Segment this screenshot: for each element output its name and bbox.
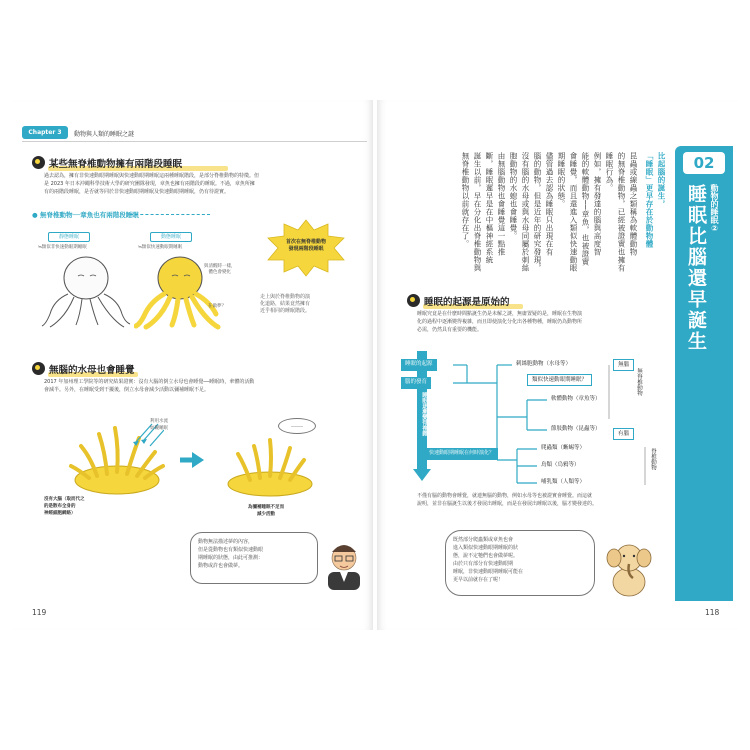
burst-line: 首次在無脊椎動物: [285, 239, 326, 245]
subhead-text: 無脊椎動物──章魚也有兩階段睡眠: [39, 211, 139, 219]
vertical-text-line: 的無脊椎動物，已經被證實也擁有: [617, 152, 626, 272]
sleep-bulb-icon: [407, 294, 420, 307]
vertical-text-line: 胞動物的水螅也會睡覺。: [509, 152, 518, 240]
arrow-right-icon: [178, 450, 206, 470]
speech-line: 態，說不定牠們也會做夢呢。: [453, 553, 519, 559]
sleep-bulb-icon: [32, 362, 45, 375]
body-line: 睡眠究竟是在什麼時間點誕生仍是未解之謎，無庸置疑的是，睡眠在生物演: [417, 311, 583, 317]
tree-node-reptile: 爬蟲類（蜥蜴等）: [541, 445, 586, 451]
vertical-text-line: 例如，擁有發達的腦與高度智: [593, 152, 602, 256]
note-line: 化道路，結果竟然擁有: [260, 301, 311, 307]
section1-body: [44, 172, 362, 196]
burst-line: 發現兩階段睡眠: [288, 246, 324, 252]
vertical-text-line: 儘管過去認為睡眠只出現在有: [545, 152, 554, 256]
banner-title: 睡眠比腦還早誕生: [685, 184, 707, 352]
callout-line: 體色會變化: [208, 270, 231, 275]
chapter-tab: Chapter 3: [22, 126, 68, 139]
label-line: 妨礙睡眠: [150, 426, 168, 431]
vertical-text-line: 無脊椎動物以前就存在了。: [461, 152, 470, 248]
tree-label-invertebrate: 無脊椎動物: [636, 368, 642, 396]
page-number-right: 118: [705, 608, 720, 617]
after-tree-body: [417, 492, 671, 508]
label-line: 神經細胞網絡）: [44, 511, 76, 516]
tree-node-rem-question: 類似快速動眼期睡眠？: [527, 374, 592, 386]
vertical-text-line: 腦的動物，但是近年的研究發現，: [533, 152, 542, 272]
body-line: 會減半。另外，在睡眠受到干擾後，倒立水母會減少活動以彌補睡眠不足。: [44, 387, 210, 393]
sleep-bulb-icon: [32, 156, 45, 169]
evolution-note: [260, 294, 310, 315]
tree-tag-no-brain: 無腦: [613, 359, 634, 371]
vertical-text-line: 睡眠行為。: [605, 152, 614, 192]
speech-line: 睡眠，非快速動眼期睡眠可能在: [453, 569, 524, 575]
quiet-sleep-sub: ≒類似非快速動眼期睡眠: [38, 245, 87, 250]
tree-node-bird: 鳥類（烏鴉等）: [541, 462, 580, 468]
active-sleep-label: 動態睡眠: [150, 232, 192, 242]
complex-label: 睡眠逐漸變得複雜: [421, 392, 427, 436]
reduce-activity-label: [248, 504, 284, 518]
body-line: 說明，並非在腦誕生以後才發展出睡眠，而是在發展出睡眠以後，腦才變發達的。: [417, 501, 598, 507]
tree-node-arthropod: 節肢動物（昆蟲等）: [551, 426, 601, 432]
section-title-sleep-origin: 睡眠的起源是原始的: [424, 297, 510, 308]
jellyfish-resting-illustration: [220, 422, 320, 502]
note-line: 走上與於脊椎動物的演: [260, 294, 311, 300]
section3-body: [417, 310, 671, 334]
speech-line: 由於只有部分有快速動眼期: [453, 561, 514, 567]
nerve-net-label: [44, 496, 85, 517]
label-line: 的是散布全身的: [44, 504, 76, 509]
speech-line: 動物或許也會做夢。: [198, 563, 244, 569]
tree-tag-has-brain: 有腦: [613, 428, 634, 440]
color-change-callout: [204, 264, 236, 276]
vertical-heading-line: 「睡眠」更早存在於動物體: [645, 152, 654, 248]
burst-text: [274, 239, 338, 253]
section-title-two-stage-sleep: 某些無脊椎動物擁有兩階段睡眠: [49, 159, 183, 170]
professor-illustration: [324, 540, 364, 590]
body-line: 是 2023 年日本沖繩科學技術大學的研究團隊發現，章魚也擁有兩階段的睡眠。不過，章魚所擁: [44, 181, 255, 187]
label-line: 為彌補睡眠不足而: [248, 505, 284, 510]
vertical-text-line: 昆蟲或線蟲之類稱為軟體動物: [629, 152, 638, 256]
banner-subtitle: 動物的睡眠②: [710, 184, 719, 233]
chapter-divider: [22, 141, 367, 142]
section-title-jellyfish-sleep: 無腦的水母也會睡覺: [49, 365, 135, 376]
speech-line: 期睡眠的狀態，由此可推測：: [198, 555, 264, 561]
label-line: 利用水流: [150, 419, 168, 424]
speech-line: 但是從動物也有類似快速動眼: [198, 547, 264, 553]
vertical-text-line: 能的軟體動物──章魚，也被證實: [581, 152, 590, 267]
vertical-text-line: 期睡眠的狀態。: [557, 152, 566, 208]
body-line: 不僅有腦的動物會睡覺，就連無腦的動物，例如水母等也被證實會睡覺。而這就: [417, 493, 593, 499]
elephant-illustration: [603, 538, 655, 598]
tree-node-cnidaria: 刺絲胞動物（水母等）: [516, 361, 572, 367]
left-page-119: [12, 100, 373, 630]
vertical-text-line: 誕生以前，早在分化出脊椎動物與: [473, 152, 482, 272]
chapter-title: 動物與人類的睡眠之謎: [74, 131, 135, 138]
vertical-heading-line: 比起腦的誕生，: [657, 152, 666, 208]
subhead-rule: [130, 214, 210, 215]
thought-bubble: ……: [278, 418, 316, 434]
body-line: 過去認為，擁有非快速動眼期睡眠與快速動眼期睡眠這兩種睡眠階段，是部分脊椎動物的特徵。但: [44, 173, 260, 179]
dreaming-caption: 在做夢？: [208, 304, 226, 309]
active-sleep-sub: ≒類似快速動眼期睡眠: [138, 245, 183, 250]
tree-node-rem-evolve: 快速動眼期睡眠在何時演化？: [425, 448, 498, 460]
quiet-sleep-label: 靜態睡眠: [48, 232, 90, 242]
octopus-white-illustration: [40, 252, 132, 334]
body-line: 化的過程中逐漸變得複雜，而且即使演化分化出各種物種，睡眠仍為動物所: [417, 319, 583, 325]
label-line: 沒有大腦（取而代之: [44, 497, 85, 502]
vertical-text-line: 斷，睡眠遲早是在中樞神經系統: [485, 152, 494, 264]
speech-line: 動物無法描述夢的內容，: [198, 539, 254, 545]
label-line: 減少活動: [257, 512, 275, 517]
right-page-118: [377, 100, 738, 630]
body-line: 必需，仍然具有重要的機能。: [417, 327, 483, 333]
section-banner: [675, 146, 733, 601]
body-line: 有的兩階段睡眠，是否就等同於非快速動眼期睡眠及快速動眼期睡眠，仍有待證實。: [44, 189, 230, 195]
speech-line: 更早以前就存在了呢！: [453, 577, 504, 583]
tree-node-origin: 睡眠的起源: [401, 359, 437, 371]
vertical-text-line: 沒有腦的水母或與水母同屬於刺絲: [521, 152, 530, 272]
vertical-text-line: 會睡覺，而且還進入類似快速動眼: [569, 152, 578, 272]
professor-speech-bubble: [190, 532, 318, 584]
speech-line: 進入類似快速動眼期睡眠的狀: [453, 545, 519, 551]
tree-node-mollusc: 軟體動物（章魚等）: [551, 396, 601, 402]
vertical-text-line: 由無腦動物也會睡覺這一點推: [497, 152, 506, 256]
callout-line: 與清醒時一樣，: [204, 264, 236, 269]
water-flow-label: [150, 418, 168, 432]
tree-node-mammal: 哺乳類（人類等）: [541, 479, 586, 485]
elephant-speech-bubble: [445, 530, 595, 596]
speech-line: 既然部分爬蟲類或章魚也會: [453, 537, 514, 543]
note-line: 近乎相同的睡眠階段。: [260, 308, 311, 314]
tree-label-vertebrate: 脊椎動物: [650, 448, 656, 470]
section-number: 02: [683, 152, 725, 174]
page-number-left: 119: [32, 608, 47, 617]
body-line: 2017 年加州理工學院等的研究結果證實：沒有大腦的倒立水母也會睡覺──睡眠時，傘體的活動: [44, 379, 255, 385]
octopus-subhead: ● 無脊椎動物──章魚也有兩階段睡眠: [32, 211, 139, 219]
section2-body: [44, 378, 362, 394]
tree-node-brain-dev: 腦的發育: [401, 377, 431, 389]
